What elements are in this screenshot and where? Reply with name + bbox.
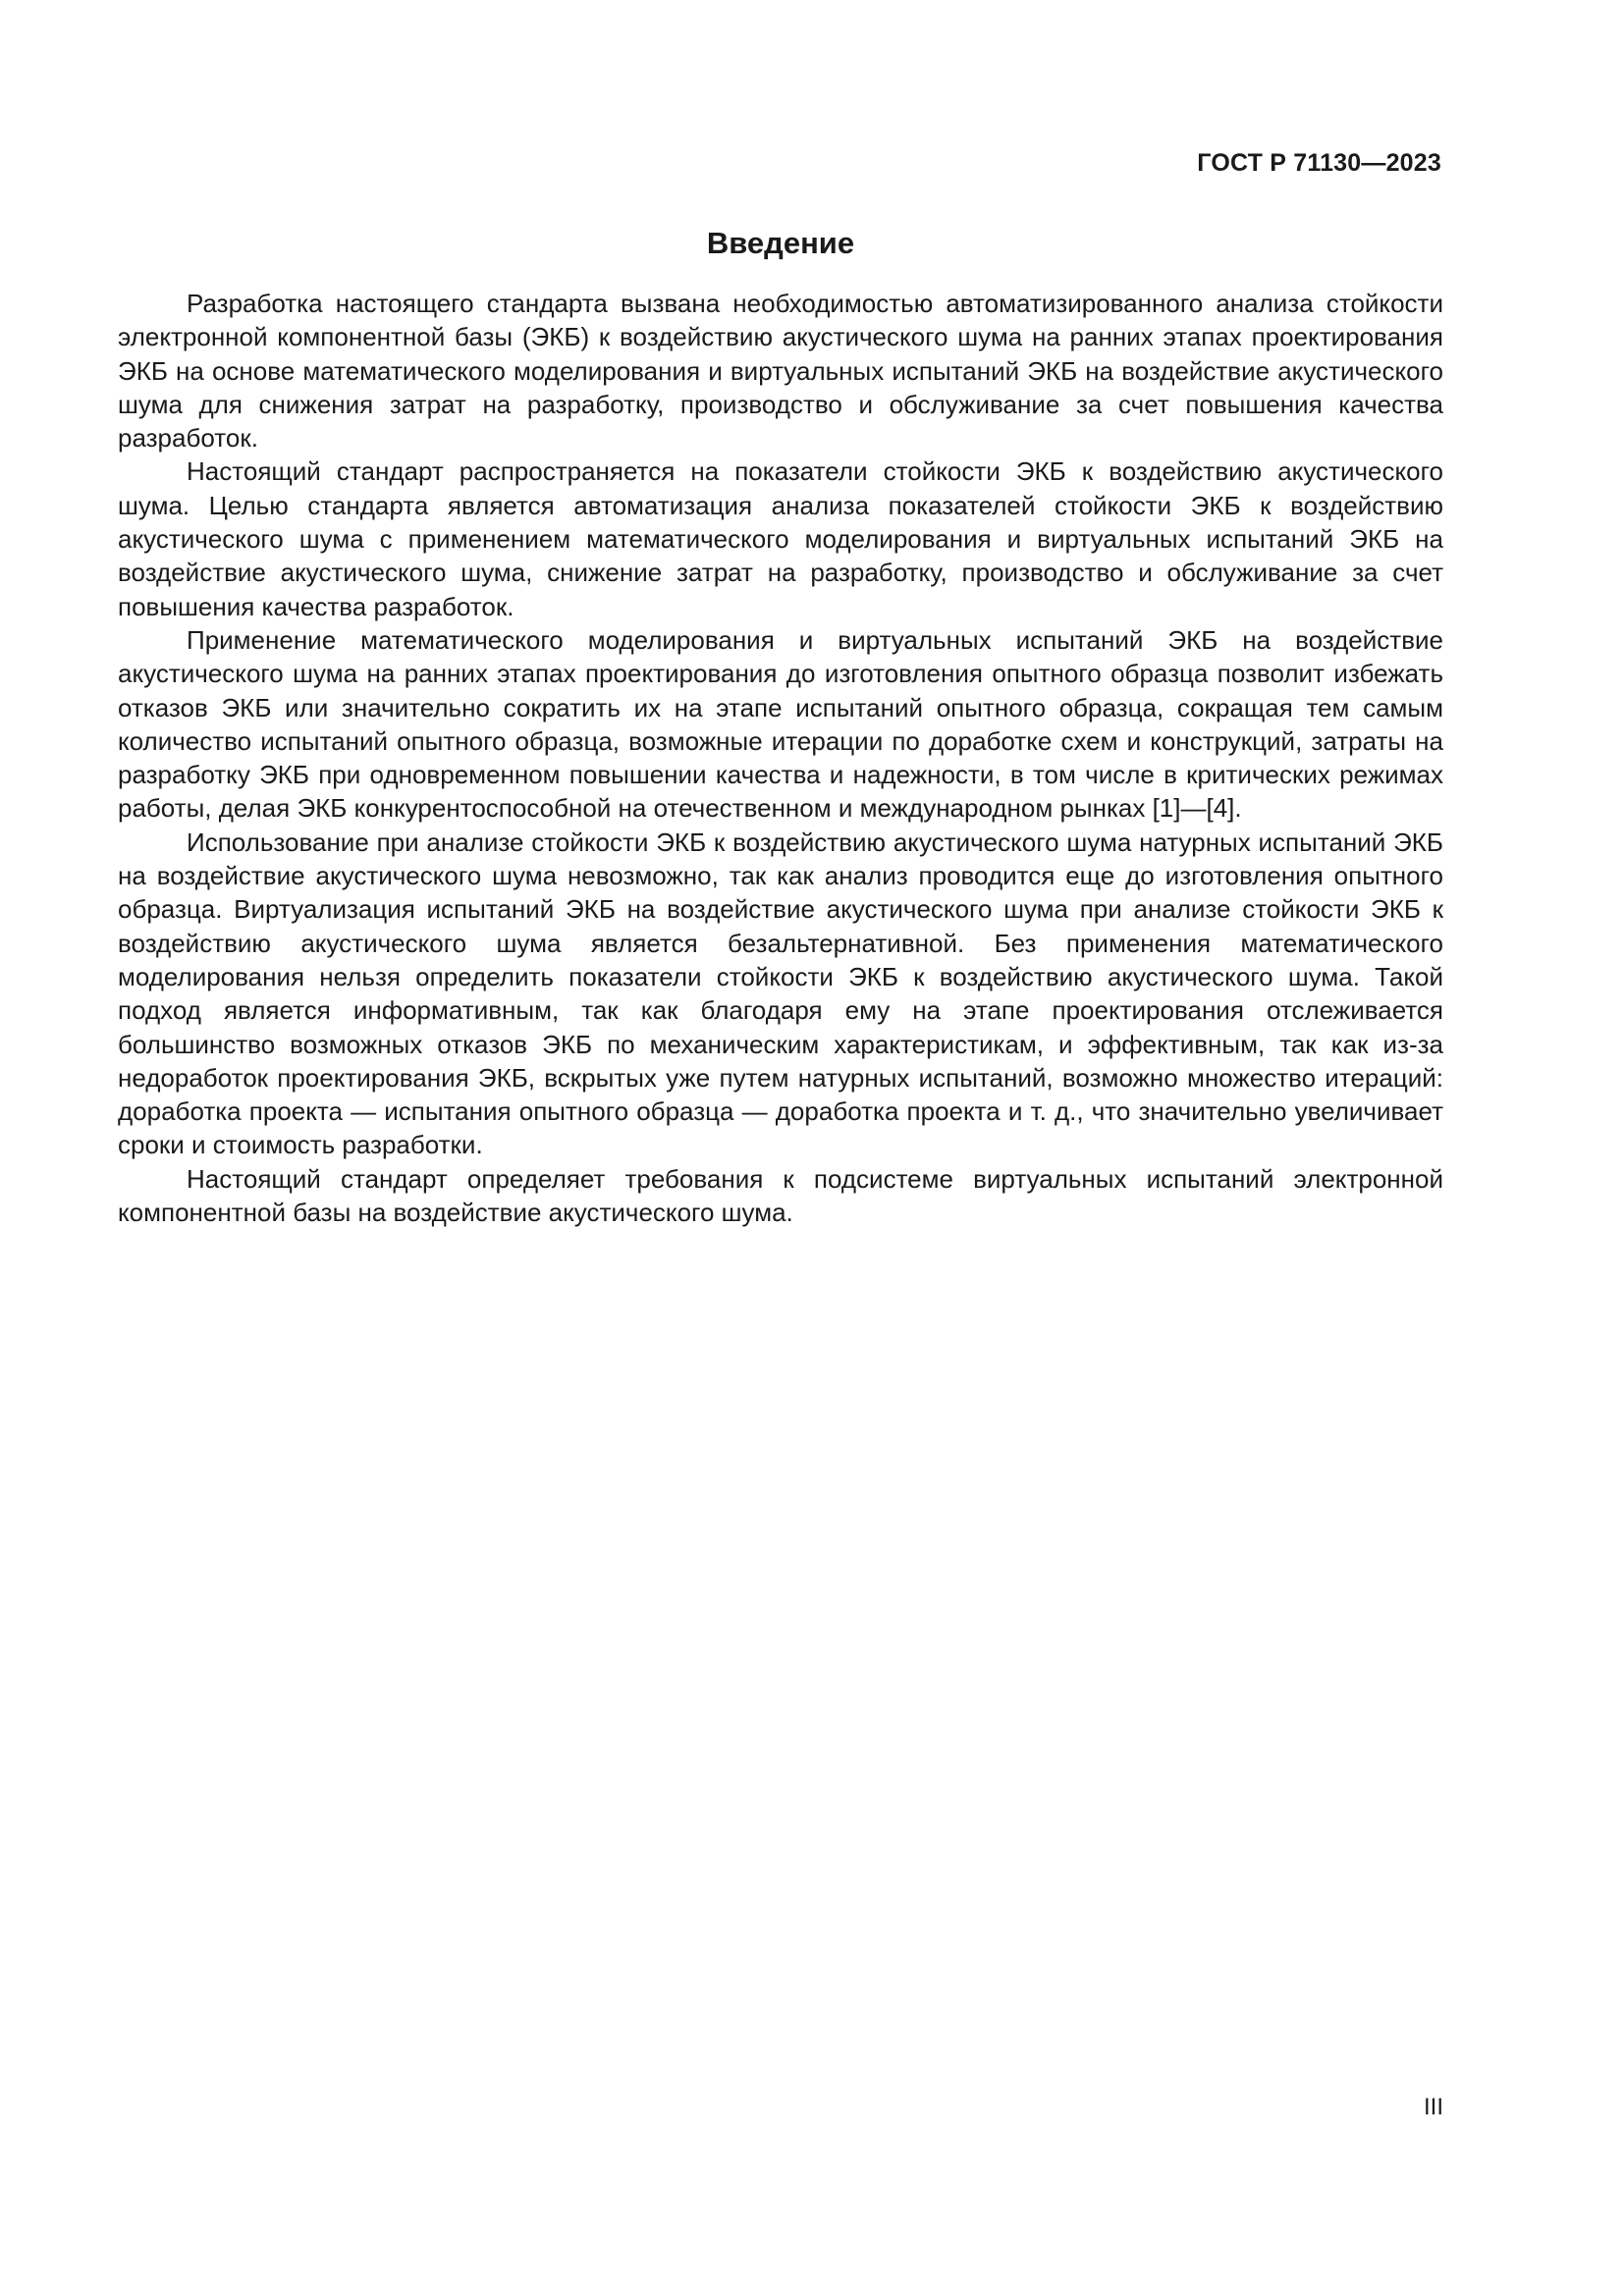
section-title: Введение bbox=[706, 226, 855, 260]
paragraph: Разработка настоящего стандарта вызвана необходимостью автоматизированного анализа стойкости электронной компонентной базы (ЭКБ) к воздействию акустического шума на ранних этапах проектирования ЭКБ на основе математического моделирования и виртуальных испытаний ЭКБ на воздействие акустического шума для снижения затрат на разработку, производство и обслуживание за счет повышения качества разработок. bbox=[118, 289, 1443, 454]
paragraph: Настоящий стандарт определяет требования к подсистеме виртуальных испытаний электронной компонентной базы на воздействие акустического шума. bbox=[118, 1163, 1443, 1228]
body-text bbox=[118, 287, 1443, 1229]
paragraph: Использование при анализе стойкости ЭКБ к воздействию акустического шума натурных испытаний ЭКБ на воздействие акустического шума невозможно, так как анализ проводится еще до изготовления опытного образца. Виртуализация испытаний ЭКБ на воздействие акустического шума при анализе стойкости ЭКБ к воздействию акустического шума является безальтернативной. Без применения математического моделирования нельзя определить показатели стойкости ЭКБ к воздействию акустического шума. Такой подход является информативным, так как благодаря ему на этапе проектирования отслеживается большинство возможных отказов ЭКБ по механическим характеристикам, и эффективным, так как из-за недоработок проектирования ЭКБ, вскрытых уже путем натурных испытаний, возможно множество итераций: доработка проекта — испытания опытного образца — доработка проекта и т. д., что значительно увеличивает сроки и стоимость разработки. bbox=[118, 827, 1443, 1160]
paragraph: Настоящий стандарт распространяется на показатели стойкости ЭКБ к воздействию акустического шума. Целью стандарта является автоматизация анализа показателей стойкости ЭКБ к воздействию акустического шума с применением математического моделирования и виртуальных испытаний ЭКБ на воздействие акустического шума, снижение затрат на разработку, производство и обслуживание за счет повышения качества разработок. bbox=[118, 456, 1443, 621]
page-number: III bbox=[1423, 2094, 1443, 2120]
paragraph: Применение математического моделирования и виртуальных испытаний ЭКБ на воздействие акустического шума на ранних этапах проектирования до изготовления опытного образца позволит избежать отказов ЭКБ или значительно сократить их на этапе испытаний опытного образца, сокращая тем самым количество испытаний опытного образца, возможные итерации по доработке схем и конструкций, затраты на разработку ЭКБ при одновременном повышении качества и надежности, в том числе в критических режимах работы, делая ЭКБ конкурентоспособной на отечественном и международном рынках [1]—[4]. bbox=[118, 624, 1443, 824]
document-code: ГОСТ Р 71130—2023 bbox=[1197, 149, 1441, 177]
